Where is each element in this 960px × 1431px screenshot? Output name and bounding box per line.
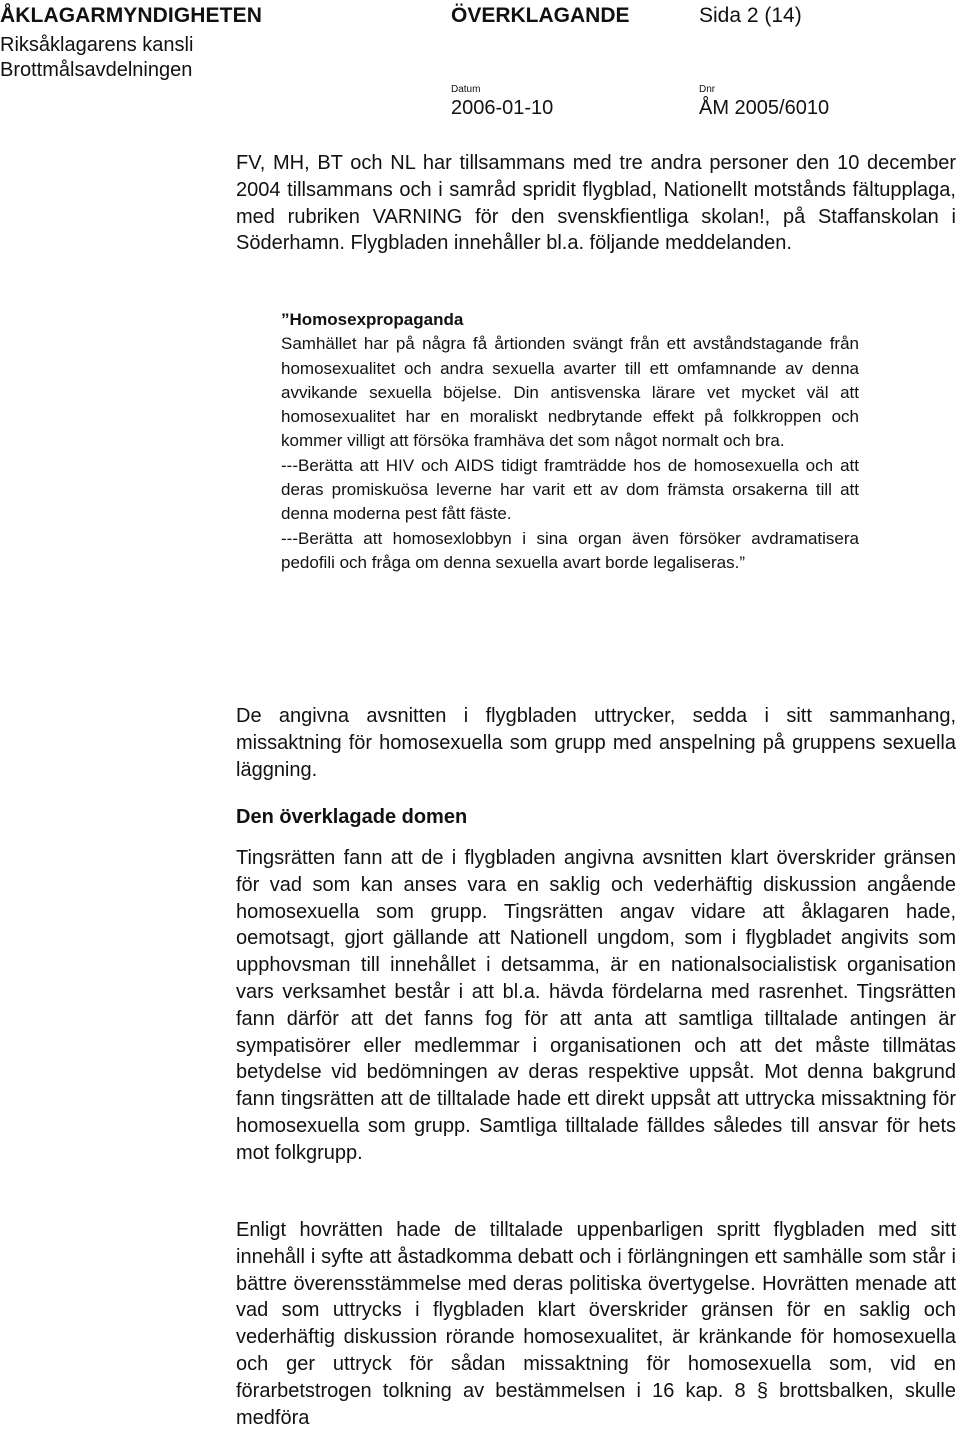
district-court-paragraph: Tingsrätten fann att de i flygbladen angivna avsnitten klart överskrider gränsen för vad som kan anses vara en saklig och vederhäftig diskussion angående homosexuella som grupp. Tingsrätten angav vidare att åklagaren hade, oemotsagt, gjort gällande att Nationell ungdom, som i flygbladet angivits som upphovsman till innehållet i detsamma, är en nationalsocialistisk organisation vars verksamhet består i att bl.a. hävda fördelarna med rasrenhet. Tingsrätten fann därför att det fanns fog för att anta att samtliga tilltalade antingen är sympatisörer eller medlemmar i organisationen och att det måste tillmätas betydelse vid bedömningen av deras respektive uppsåt. Mot denna bakgrund fann tingsrätten att de tilltalade hade ett direkt uppsåt att uttrycka missaktning för homosexuella som grupp. Samtliga tilltalade fälldes således till ansvar för hets mot folkgrupp. bbox=[236, 847, 956, 1164]
date-label: Datum bbox=[451, 84, 481, 95]
agency-name: ÅKLAGARMYNDIGHETEN bbox=[0, 4, 262, 27]
page-number: Sida 2 (14) bbox=[699, 4, 802, 27]
document-date: 2006-01-10 bbox=[451, 97, 554, 119]
intro-paragraph: FV, MH, BT och NL har tillsammans med tre andra personer den 10 december 2004 tillsammans och i samråd spridit flygblad, Nationellt motstånds fältupplaga, med rubriken VARNING för den svenskfientliga skolan!, på Staffanskolan i Söderhamn. Flygbladen innehåller bl.a. följande meddelanden. bbox=[236, 152, 956, 255]
flyer-quote bbox=[281, 308, 859, 575]
summary-paragraph: De angivna avsnitten i flygbladen uttrycker, sedda i sitt sammanhang, missaktning för homosexuella som grupp med anspelning på gruppens sexuella läggning. bbox=[236, 705, 956, 781]
dnr-label: Dnr bbox=[699, 84, 716, 95]
court-of-appeal-paragraph: Enligt hovrätten hade de tilltalade uppenbarligen spritt flygbladen med sitt innehåll i syfte att åstadkomma debatt och i förlängningen ett samhälle som står i bättre överensstämmelse med deras politiska övertygelse. Hovrätten menade att vad som uttrycks i flygbladen klart överskrider gränsen för en saklig och vederhäftig diskussion rörande homosexualitet, är kränkande för homosexuella och ger uttryck för sådan missaktning för homosexuella som, vid en förarbetstrogen tolkning av bestämmelsen i 16 kap. 8 § brottsbalken, skulle medföra bbox=[236, 1219, 956, 1429]
quote-paragraph-2: ---Berätta att HIV och AIDS tidigt framträdde hos de homosexuella och att deras promiskuösa leverne har varit ett av dom främsta orsakerna till att denna moderna pest fått fäste. bbox=[281, 455, 859, 524]
section-heading: Den överklagade domen bbox=[236, 806, 468, 828]
quote-paragraph-1: Samhället har på några få årtionden svängt från ett avståndstagande från homosexualitet och andra sexuella avarter till ett omfamnande av denna avvikande sexuella böjelse. Din antisvenska lärare vet mycket väl att homosexualitet har en moraliskt nedbrytande effekt på folkkroppen och kommer villigt att försöka framhäva det som något normalt och bra. bbox=[281, 334, 859, 451]
office-name: Riksåklagarens kansli bbox=[0, 34, 194, 56]
document-header bbox=[0, 0, 960, 130]
quote-title: ”Homosexpropaganda bbox=[281, 310, 464, 329]
document-type: ÖVERKLAGANDE bbox=[451, 4, 630, 27]
division-name: Brottmålsavdelningen bbox=[0, 59, 193, 81]
document-dnr: ÅM 2005/6010 bbox=[699, 97, 830, 119]
quote-paragraph-3: ---Berätta att homosexlobbyn i sina organ även försöker avdramatisera pedofili och fråga om denna sexuella avart borde legaliseras.” bbox=[281, 528, 859, 572]
